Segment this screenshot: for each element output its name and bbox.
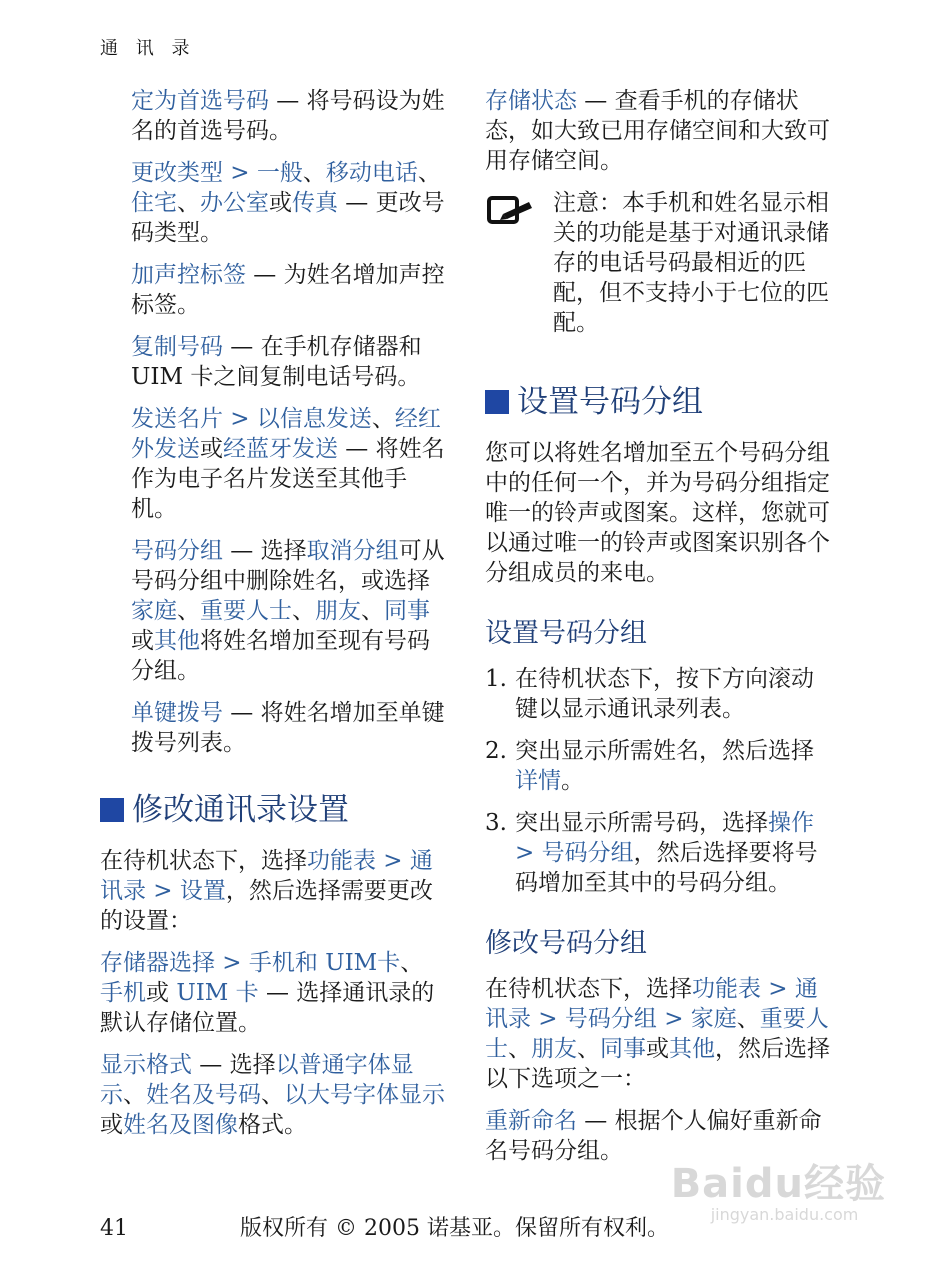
step-item: 1. 在待机状态下，按下方向滚动键以显示通讯录列表。 xyxy=(485,666,814,722)
list-item: 重新命名 — 根据个人偏好重新命名号码分组。 xyxy=(485,1108,822,1164)
section-intro: 在待机状态下，选择功能表 > 通讯录 > 设置，然后选择需要更改的设置： xyxy=(100,848,433,934)
list-item: 存储状态 — 查看手机的存储状态，如大致已用存储空间和大致可用存储空间。 xyxy=(485,88,830,174)
option-link: 加声控标签 xyxy=(131,262,246,288)
list-item: 定为首选号码 — 将号码设为姓名的首选号码。 xyxy=(131,88,445,144)
square-bullet-icon xyxy=(485,390,509,414)
baidu-logo: Baidu经验 xyxy=(670,1161,886,1207)
steps-list xyxy=(485,664,830,898)
page-number: 41 xyxy=(100,1216,128,1241)
step-item: 2. 突出显示所需姓名，然后选择详情。 xyxy=(485,738,814,794)
note-block xyxy=(485,188,830,350)
step-item: 3. 突出显示所需号码，选择操作 > 号码分组，然后选择要将号码增加至其中的号码分组。 xyxy=(485,810,818,896)
section-heading: 修改通讯录设置 xyxy=(100,790,445,830)
left-column xyxy=(100,86,445,1152)
running-header: 通 讯 录 xyxy=(100,38,196,59)
subheading: 修改号码分组 xyxy=(485,928,647,959)
option-link: 复制号码 xyxy=(131,334,223,360)
section-heading: 设置号码分组 xyxy=(485,382,830,422)
note-text: 注意：本手机和姓名显示相关的功能是基于对通讯录储存的电话号码最相近的匹配，但不支持小于七位的匹配。 xyxy=(553,190,829,336)
list-item: 号码分组 — 选择取消分组可从号码分组中删除姓名，或选择家庭、重要人士、朋友、同事或其他将姓名增加至现有号码分组。 xyxy=(131,538,445,684)
option-link: 单键拨号 xyxy=(131,700,223,726)
list-item: 存储器选择 > 手机和 UIM卡、手机或 UIM 卡 — 选择通讯录的默认存储位置。 xyxy=(100,950,435,1036)
list-item: 显示格式 — 选择以普通字体显示、姓名及号码、以大号字体显示或姓名及图像格式。 xyxy=(100,1052,445,1138)
option-link: 存储状态 xyxy=(485,88,577,114)
option-link: 定为首选号码 xyxy=(131,88,269,114)
list-item: 加声控标签 — 为姓名增加声控标签。 xyxy=(131,262,445,318)
subheading: 设置号码分组 xyxy=(485,618,647,649)
watermark-url: jingyan.baidu.com xyxy=(710,1205,859,1224)
watermark xyxy=(671,1162,886,1224)
section-intro: 在待机状态下，选择功能表 > 通讯录 > 号码分组 > 家庭、重要人士、朋友、同事或其他，然后选择以下选项之一： xyxy=(485,976,830,1092)
section-intro: 您可以将姓名增加至五个号码分组中的任何一个，并为号码分组指定唯一的铃声或图案。这样，您就可以通过唯一的铃声或图案识别各个分组成员的来电。 xyxy=(485,440,830,586)
list-item: 复制号码 — 在手机存储器和 UIM 卡之间复制电话号码。 xyxy=(131,334,422,390)
list-item: 单键拨号 — 将姓名增加至单键拨号列表。 xyxy=(131,700,445,756)
note-pencil-icon xyxy=(485,188,553,350)
list-item: 更改类型 > 一般、移动电话、住宅、办公室或传真 — 更改号码类型。 xyxy=(131,160,445,246)
right-column xyxy=(485,86,830,1178)
list-item: 发送名片 > 以信息发送、经红外发送或经蓝牙发送 — 将姓名作为电子名片发送至其他手机。 xyxy=(131,406,445,522)
option-link: 重新命名 xyxy=(485,1108,577,1134)
square-bullet-icon xyxy=(100,798,124,822)
contact-options-list xyxy=(100,86,445,758)
copyright-notice: 版权所有 © 2005 诺基亚。保留所有权利。 xyxy=(240,1216,669,1241)
